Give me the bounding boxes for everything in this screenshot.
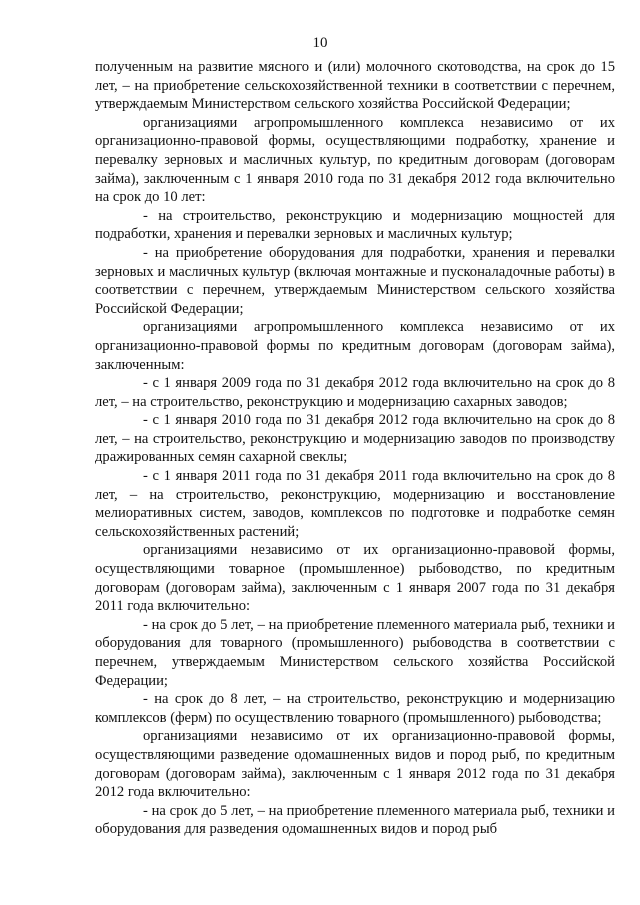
paragraph: - на срок до 5 лет, – на приобретение племенного материала рыб, техники и оборудования для товарного (промышленного) рыбоводства в соответствии с перечнем, утверждаемым Министерством сельского хозяйства Российской Федерации; — [95, 616, 615, 689]
paragraph: организациями независимо от их организационно-правовой формы, осуществляющими разведение одомашненных видов и пород рыб, по кредитным договорам (договорам займа), заключенным с 1 января 2012 года по 31 декабря 2012 года включительно: — [95, 728, 615, 801]
document-body — [95, 58, 615, 839]
paragraph: организациями агропромышленного комплекса независимо от их организационно-правовой формы, осуществляющими подработку, хранение и перевалку зерновых и масличных культур, по кредитным договорам (договорам займа), заключенным с 1 января 2010 года по 31 декабря 2012 года включительно на срок до 10 лет: — [95, 114, 615, 206]
paragraph: полученным на развитие мясного и (или) молочного скотоводства, на срок до 15 лет, – на приобретение сельскохозяйственной техники в соответствии с перечнем, утверждаемым Министерством сельского хозяйства Российской Федерации; — [95, 59, 615, 113]
paragraph: - с 1 января 2010 года по 31 декабря 2012 года включительно на срок до 8 лет, – на строительство, реконструкцию и модернизацию заводов по производству дражированных семян сахарной свеклы; — [95, 412, 615, 466]
paragraph: организациями независимо от их организационно-правовой формы, осуществляющими товарное (промышленное) рыбоводство, по кредитным договорам (договорам займа), заключенным с 1 января 2007 года по 31 декабря 2011 года включительно: — [95, 542, 615, 615]
paragraph: - на срок до 5 лет, – на приобретение племенного материала рыб, техники и оборудования для разведения одомашненных видов и пород рыб — [95, 802, 615, 838]
paragraph: - на приобретение оборудования для подработки, хранения и перевалки зерновых и масличных культур (включая монтажные и пусконаладочные работы) в соответствии с перечнем, утверждаемым Министерством сельского хозяйства Российской Федерации; — [95, 244, 615, 317]
paragraph: - с 1 января 2011 года по 31 декабря 2011 года включительно на срок до 8 лет, – на строительство, реконструкцию, модернизацию и восстановление мелиоративных систем, заводов, комплексов по подготовке и подработке семян сельскохозяйственных растений; — [95, 468, 615, 540]
page-number: 10 — [312, 35, 328, 51]
paragraph: - на срок до 8 лет, – на строительство, реконструкцию и модернизацию комплексов (ферм) по осуществлению товарного (промышленного) рыбоводства; — [95, 691, 615, 726]
paragraph: - с 1 января 2009 года по 31 декабря 2012 года включительно на срок до 8 лет, – на строительство, реконструкцию и модернизацию сахарных заводов; — [95, 375, 615, 410]
paragraph: организациями агропромышленного комплекса независимо от их организационно-правовой формы по кредитным договорам (договорам займа), заключенным: — [95, 319, 615, 373]
paragraph: - на строительство, реконструкцию и модернизацию мощностей для подработки, хранения и перевалки зерновых и масличных культур; — [95, 207, 615, 243]
